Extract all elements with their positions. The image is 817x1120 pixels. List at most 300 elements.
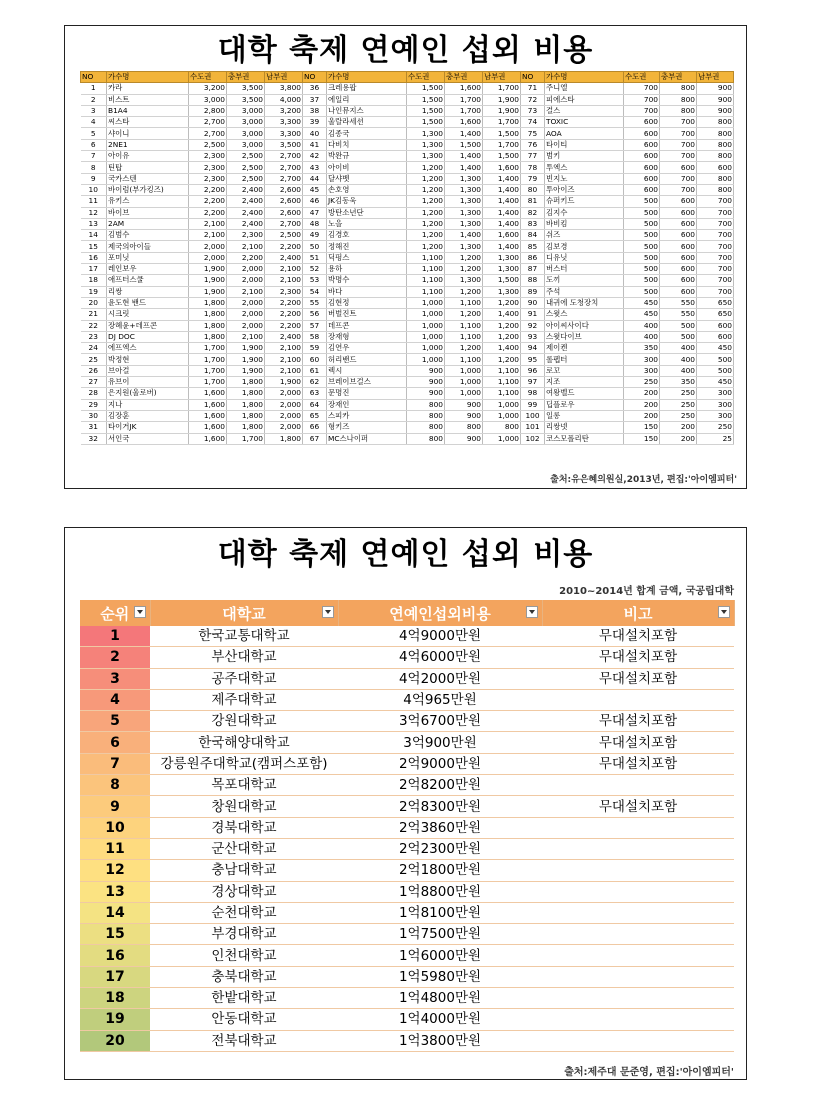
cost-cell: 800: [697, 117, 734, 128]
cost-cell: 900: [697, 94, 734, 105]
singer-name: 빈지노: [545, 173, 624, 184]
cost-cell: 1,900: [227, 343, 265, 354]
note-cell: 무대설치포함: [542, 626, 734, 647]
cost-cell: 2,100: [265, 365, 303, 376]
cost-cell: 550: [660, 297, 697, 308]
note-cell: [542, 945, 734, 966]
row-number: 17: [81, 264, 107, 275]
singer-name: 코스모폴리탄: [545, 433, 624, 444]
cost-cell: 25: [697, 433, 734, 444]
rank-cell: 3: [80, 668, 150, 689]
singer-name: 내귀에 도청장치: [545, 297, 624, 308]
booking-cost: 1억7500만원: [338, 924, 542, 945]
row-number: 22: [81, 320, 107, 331]
cost-cell: 900: [445, 399, 483, 410]
note-cell: [542, 775, 734, 796]
university-name: 전북대학교: [150, 1030, 338, 1051]
cost-cell: 2,000: [189, 241, 227, 252]
cost-cell: 700: [697, 241, 734, 252]
row-number: 40: [303, 128, 327, 139]
singer-name: 유브이: [107, 377, 189, 388]
cost-cell: 1,300: [445, 241, 483, 252]
cost-cell: 600: [660, 241, 697, 252]
cost-cell: 2,700: [265, 162, 303, 173]
cost-cell: 2,100: [227, 241, 265, 252]
booking-cost: 4억2000만원: [338, 668, 542, 689]
booking-cost: 2억2300만원: [338, 838, 542, 859]
cost-cell: 300: [697, 388, 734, 399]
row-number: 57: [303, 320, 327, 331]
cost-cell: 150: [624, 433, 660, 444]
column-header-label: 비고: [623, 604, 653, 623]
cost-cell: 2,400: [227, 207, 265, 218]
cost-cell: 1,800: [227, 388, 265, 399]
filter-dropdown-icon[interactable]: [718, 606, 730, 618]
cost-cell: 1,300: [445, 218, 483, 229]
singer-cost-table: [80, 71, 734, 445]
table-row: [80, 711, 734, 732]
cost-cell: 800: [697, 173, 734, 184]
singer-name: 리쌍: [107, 286, 189, 297]
singer-name: MC스나이퍼: [327, 433, 407, 444]
cost-cell: 1,200: [483, 354, 521, 365]
cost-cell: 2,300: [189, 151, 227, 162]
cost-cell: 500: [624, 241, 660, 252]
row-number: 94: [521, 343, 545, 354]
cost-cell: 2,200: [265, 309, 303, 320]
cost-cell: 2,000: [227, 275, 265, 286]
booking-cost: 1억4800만원: [338, 988, 542, 1009]
row-number: 74: [521, 117, 545, 128]
cost-cell: 500: [624, 207, 660, 218]
column-header: 가수명: [327, 72, 407, 83]
note-cell: [542, 966, 734, 987]
filter-dropdown-icon[interactable]: [526, 606, 538, 618]
row-number: 72: [521, 94, 545, 105]
row-number: 52: [303, 264, 327, 275]
singer-name: 샤이니: [107, 128, 189, 139]
table-row: [81, 388, 734, 399]
row-number: 39: [303, 117, 327, 128]
cost-cell: 650: [697, 297, 734, 308]
booking-cost: 1억3800만원: [338, 1030, 542, 1051]
university-name: 강릉원주대학교(캠퍼스포함): [150, 753, 338, 774]
singer-name: 버스터: [545, 264, 624, 275]
cost-cell: 450: [697, 377, 734, 388]
university-name: 한밭대학교: [150, 988, 338, 1009]
rank-cell: 2: [80, 647, 150, 668]
university-name: 군산대학교: [150, 838, 338, 859]
row-number: 76: [521, 139, 545, 150]
table-row: [81, 377, 734, 388]
cost-cell: 1,300: [445, 207, 483, 218]
singer-name: 바이럼(부가킹즈): [107, 184, 189, 195]
cost-cell: 200: [624, 410, 660, 421]
cost-cell: 1,900: [227, 365, 265, 376]
table-row: [81, 331, 734, 342]
cost-cell: 1,500: [407, 117, 445, 128]
cost-cell: 300: [624, 354, 660, 365]
cost-cell: 2,200: [265, 297, 303, 308]
cost-cell: 2,000: [265, 410, 303, 421]
singer-name: 애프터스쿨: [107, 275, 189, 286]
cost-cell: 1,600: [189, 388, 227, 399]
cost-cell: 3,500: [227, 83, 265, 94]
singer-name: 김연우: [327, 343, 407, 354]
row-number: 44: [303, 173, 327, 184]
university-name: 제주대학교: [150, 689, 338, 710]
cost-cell: 600: [697, 162, 734, 173]
row-number: 101: [521, 422, 545, 433]
singer-name: 박명수: [327, 275, 407, 286]
cost-cell: 1,200: [407, 207, 445, 218]
singer-name: 투엑스: [545, 162, 624, 173]
cost-cell: 1,600: [483, 162, 521, 173]
university-name: 한국해양대학교: [150, 732, 338, 753]
rank-cell: 15: [80, 924, 150, 945]
singer-name: 딕펑스: [327, 252, 407, 263]
row-number: 83: [521, 218, 545, 229]
cost-cell: 350: [624, 343, 660, 354]
cost-cell: 1,600: [189, 410, 227, 421]
row-number: 99: [521, 399, 545, 410]
filter-dropdown-icon[interactable]: [322, 606, 334, 618]
cost-cell: 500: [624, 252, 660, 263]
rank-cell: 7: [80, 753, 150, 774]
table-row: [80, 668, 734, 689]
cost-cell: 1,300: [407, 139, 445, 150]
row-number: 18: [81, 275, 107, 286]
singer-name: 김보경: [545, 241, 624, 252]
row-number: 88: [521, 275, 545, 286]
row-number: 28: [81, 388, 107, 399]
cost-cell: 900: [407, 377, 445, 388]
cost-cell: 3,000: [227, 117, 265, 128]
university-name: 부산대학교: [150, 647, 338, 668]
table-row: [80, 988, 734, 1009]
cost-cell: 600: [624, 173, 660, 184]
row-number: 90: [521, 297, 545, 308]
singer-name: 쉬즈: [545, 230, 624, 241]
rank-cell: 4: [80, 689, 150, 710]
booking-cost: 3억900만원: [338, 732, 542, 753]
cost-cell: 250: [660, 399, 697, 410]
cost-cell: 2,700: [189, 117, 227, 128]
cost-cell: 1,900: [483, 94, 521, 105]
cost-cell: 600: [624, 117, 660, 128]
row-number: 29: [81, 399, 107, 410]
column-header: 수도권: [407, 72, 445, 83]
cost-cell: 1,300: [483, 286, 521, 297]
singer-name: 형키즈: [327, 422, 407, 433]
rank-cell: 5: [80, 711, 150, 732]
cost-cell: 3,000: [189, 94, 227, 105]
cost-cell: 500: [660, 320, 697, 331]
cost-cell: 2,500: [265, 230, 303, 241]
cost-cell: 2,200: [189, 207, 227, 218]
cost-cell: 3,000: [227, 128, 265, 139]
cost-cell: 1,600: [189, 422, 227, 433]
cost-cell: 700: [697, 207, 734, 218]
cost-cell: 600: [660, 264, 697, 275]
cost-cell: 600: [660, 196, 697, 207]
singer-name: 윤도현 밴드: [107, 297, 189, 308]
cost-cell: 600: [660, 230, 697, 241]
cost-cell: 700: [697, 196, 734, 207]
cost-cell: 800: [697, 139, 734, 150]
cost-cell: 300: [624, 365, 660, 376]
row-number: 43: [303, 162, 327, 173]
singer-name: 바비킴: [545, 218, 624, 229]
row-number: 30: [81, 410, 107, 421]
cost-cell: 600: [624, 128, 660, 139]
table-row: [80, 945, 734, 966]
cost-cell: 800: [445, 422, 483, 433]
note-cell: [542, 817, 734, 838]
cost-cell: 2,200: [189, 184, 227, 195]
singer-name: 시크릿: [107, 309, 189, 320]
cost-cell: 1,200: [445, 343, 483, 354]
row-number: 86: [521, 252, 545, 263]
cost-cell: 1,900: [189, 286, 227, 297]
singer-name: TOXIC: [545, 117, 624, 128]
filter-dropdown-icon[interactable]: [134, 606, 146, 618]
singer-name: 바다: [327, 286, 407, 297]
singer-name: 지나: [107, 399, 189, 410]
column-header: 충부권: [227, 72, 265, 83]
singer-name: 데프콘: [327, 320, 407, 331]
row-number: 5: [81, 128, 107, 139]
singer-name: 여왕벨드: [545, 388, 624, 399]
cost-cell: 1,400: [483, 173, 521, 184]
row-number: 59: [303, 343, 327, 354]
singer-name: 피에스타: [545, 94, 624, 105]
singer-name: 나인뮤지스: [327, 105, 407, 116]
university-name: 충북대학교: [150, 966, 338, 987]
cost-cell: 800: [660, 83, 697, 94]
table-row: [80, 753, 734, 774]
cost-cell: 1,400: [483, 218, 521, 229]
cost-cell: 1,200: [445, 286, 483, 297]
cost-cell: 2,100: [265, 343, 303, 354]
cost-cell: 1,600: [483, 230, 521, 241]
booking-cost: 4억9000만원: [338, 626, 542, 647]
table-row: [81, 433, 734, 444]
note-cell: [542, 860, 734, 881]
singer-name: 김범수: [107, 230, 189, 241]
cost-cell: 1,300: [407, 151, 445, 162]
column-header: 가수명: [545, 72, 624, 83]
cost-cell: 700: [697, 286, 734, 297]
cost-cell: 3,200: [265, 105, 303, 116]
cost-cell: 1,800: [227, 410, 265, 421]
row-number: 19: [81, 286, 107, 297]
cost-cell: 500: [624, 264, 660, 275]
cost-cell: 2,000: [265, 422, 303, 433]
table-row: [81, 399, 734, 410]
cost-cell: 900: [407, 388, 445, 399]
row-number: 93: [521, 331, 545, 342]
singer-name: 서인국: [107, 433, 189, 444]
singer-name: 리쌍넷: [545, 422, 624, 433]
cost-cell: 700: [697, 252, 734, 263]
cost-cell: 2,100: [265, 275, 303, 286]
singer-name: 지조: [545, 377, 624, 388]
singer-name: 김지수: [545, 207, 624, 218]
singer-name: 버벌진트: [327, 309, 407, 320]
row-number: 67: [303, 433, 327, 444]
singer-name: 걸스: [545, 105, 624, 116]
cost-cell: 2,300: [227, 230, 265, 241]
table-row: [81, 196, 734, 207]
singer-name: 렉시: [327, 365, 407, 376]
cost-cell: 1,000: [483, 410, 521, 421]
panel1-title: 대학 축제 연예인 섭외 비용: [217, 33, 594, 68]
cost-cell: 1,700: [227, 433, 265, 444]
note-cell: [542, 1009, 734, 1030]
cost-cell: 1,400: [445, 151, 483, 162]
cost-cell: 1,900: [189, 275, 227, 286]
cost-cell: 2,000: [227, 309, 265, 320]
cost-cell: 900: [445, 433, 483, 444]
table-row: [80, 924, 734, 945]
cost-cell: 1,300: [445, 184, 483, 195]
cost-cell: 1,700: [483, 139, 521, 150]
row-number: 2: [81, 94, 107, 105]
rank-cell: 18: [80, 988, 150, 1009]
row-number: 27: [81, 377, 107, 388]
table-row: [81, 207, 734, 218]
column-header: 남부권: [483, 72, 521, 83]
note-cell: [542, 924, 734, 945]
table-row: [81, 320, 734, 331]
column-header: 수도권: [189, 72, 227, 83]
cost-cell: 300: [697, 399, 734, 410]
cost-cell: 2,000: [227, 320, 265, 331]
row-number: 10: [81, 184, 107, 195]
row-number: 11: [81, 196, 107, 207]
booking-cost: 1억4000만원: [338, 1009, 542, 1030]
column-header: [80, 600, 150, 626]
university-name: 안동대학교: [150, 1009, 338, 1030]
row-number: 58: [303, 331, 327, 342]
row-number: 71: [521, 83, 545, 94]
singer-name: 방탄소년단: [327, 207, 407, 218]
singer-name: 에일리: [327, 94, 407, 105]
cost-cell: 550: [660, 309, 697, 320]
cost-cell: 600: [697, 331, 734, 342]
cost-cell: 400: [624, 320, 660, 331]
cost-cell: 200: [660, 422, 697, 433]
cost-cell: 3,200: [189, 83, 227, 94]
cost-cell: 1,400: [445, 162, 483, 173]
row-number: 32: [81, 433, 107, 444]
cost-cell: 3,000: [227, 139, 265, 150]
cost-cell: 1,200: [445, 309, 483, 320]
row-number: 16: [81, 252, 107, 263]
table-row: [80, 817, 734, 838]
cost-cell: 1,000: [483, 399, 521, 410]
cost-cell: 2,100: [265, 264, 303, 275]
column-header: [150, 600, 338, 626]
singer-name: 유키스: [107, 196, 189, 207]
cost-cell: 800: [660, 94, 697, 105]
cost-cell: 1,500: [483, 128, 521, 139]
cost-cell: 1,300: [445, 173, 483, 184]
cost-cell: 1,200: [407, 184, 445, 195]
row-number: 13: [81, 218, 107, 229]
singer-name: 주석: [545, 286, 624, 297]
cost-cell: 500: [624, 218, 660, 229]
cost-table-panel-2: [64, 527, 747, 1080]
cost-cell: 1,900: [189, 264, 227, 275]
row-number: 77: [521, 151, 545, 162]
table-row: [81, 309, 734, 320]
column-header-label: 순위: [100, 604, 130, 623]
cost-cell: 800: [697, 151, 734, 162]
cost-cell: 600: [624, 162, 660, 173]
cost-cell: 900: [697, 83, 734, 94]
cost-table-panel-1: [64, 25, 747, 489]
cost-cell: 500: [624, 286, 660, 297]
cost-cell: 650: [697, 309, 734, 320]
note-cell: [542, 689, 734, 710]
singer-name: 박정현: [107, 354, 189, 365]
singer-name: 국카스텐: [107, 173, 189, 184]
cost-cell: 700: [697, 230, 734, 241]
singer-name: 아이유: [107, 151, 189, 162]
singer-name: 장재형: [327, 331, 407, 342]
cost-cell: 2,200: [265, 241, 303, 252]
cost-cell: 1,000: [445, 388, 483, 399]
cost-cell: 1,600: [189, 433, 227, 444]
row-number: 36: [303, 83, 327, 94]
cost-cell: 2,200: [189, 196, 227, 207]
cost-cell: 1,000: [407, 297, 445, 308]
row-number: 4: [81, 117, 107, 128]
row-number: 66: [303, 422, 327, 433]
singer-name: 허리밴드: [327, 354, 407, 365]
cost-cell: 1,800: [227, 377, 265, 388]
cost-cell: 1,400: [483, 309, 521, 320]
cost-cell: 600: [660, 286, 697, 297]
cost-cell: 1,400: [483, 241, 521, 252]
row-number: 82: [521, 207, 545, 218]
university-name: 창원대학교: [150, 796, 338, 817]
cost-cell: 2,600: [265, 196, 303, 207]
cost-cell: 2,500: [227, 173, 265, 184]
cost-cell: 1,700: [189, 377, 227, 388]
table-row: [80, 838, 734, 859]
cost-cell: 700: [660, 117, 697, 128]
cost-cell: 900: [407, 365, 445, 376]
singer-name: 아이비: [327, 162, 407, 173]
singer-name: 로꼬: [545, 365, 624, 376]
cost-cell: 700: [624, 83, 660, 94]
singer-name: 레인보우: [107, 264, 189, 275]
row-number: 1: [81, 83, 107, 94]
row-number: 8: [81, 162, 107, 173]
cost-cell: 1,800: [189, 320, 227, 331]
singer-name: 브아걸: [107, 365, 189, 376]
cost-cell: 600: [624, 151, 660, 162]
singer-name: 롤펩터: [545, 354, 624, 365]
row-number: 75: [521, 128, 545, 139]
singer-name: 크레용팝: [327, 83, 407, 94]
column-header-label: 연예인섭외비용: [389, 604, 491, 623]
cost-cell: 1,700: [445, 105, 483, 116]
singer-name: B1A4: [107, 105, 189, 116]
